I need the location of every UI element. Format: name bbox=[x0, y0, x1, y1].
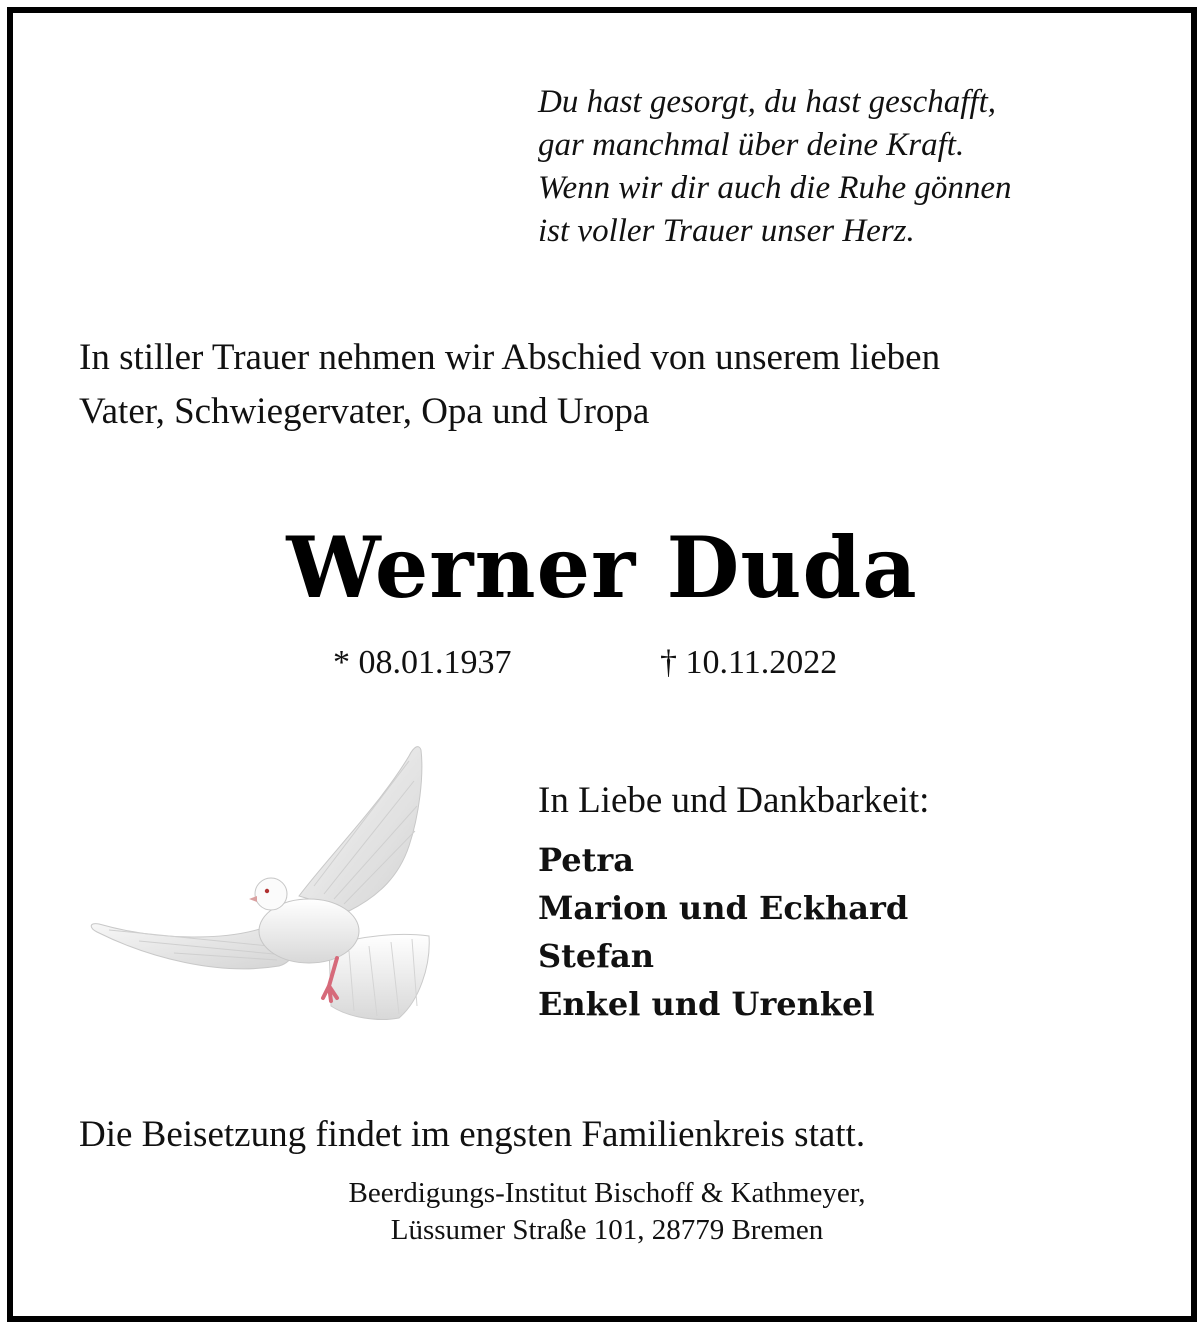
death-date: † 10.11.2022 bbox=[660, 644, 838, 681]
mourner-name: Marion und Eckhard bbox=[538, 889, 909, 927]
mourner-name: Enkel und Urenkel bbox=[538, 985, 875, 1023]
deceased-name: Werner Duda bbox=[286, 518, 918, 617]
poem bbox=[538, 81, 1158, 253]
intro-line: In stiller Trauer nehmen wir Abschied von unserem lieben bbox=[79, 337, 941, 378]
mourner-name: Petra bbox=[538, 841, 634, 879]
mourners-list bbox=[538, 836, 908, 1028]
mourner-name: Stefan bbox=[538, 937, 655, 975]
birth-date: * 08.01.1937 bbox=[333, 644, 512, 681]
undertaker-address: Lüssumer Straße 101, 28779 Bremen bbox=[390, 1214, 824, 1246]
undertaker-name: Beerdigungs-Institut Bischoff & Kathmeyer, bbox=[348, 1177, 866, 1209]
intro-line: Vater, Schwiegervater, Opa und Uropa bbox=[79, 391, 650, 432]
undertaker-info bbox=[7, 1175, 1200, 1249]
burial-note: Die Beisetzung findet im engsten Familienkreis statt. bbox=[79, 1114, 866, 1155]
poem-line: ist voller Trauer unser Herz. bbox=[538, 213, 915, 249]
poem-line: gar manchmal über deine Kraft. bbox=[538, 127, 965, 163]
poem-line: Wenn wir dir auch die Ruhe gönnen bbox=[538, 170, 1012, 206]
poem-line: Du hast gesorgt, du hast geschafft, bbox=[538, 84, 997, 120]
thanks-heading: In Liebe und Dankbarkeit: bbox=[538, 780, 930, 821]
intro-text bbox=[79, 331, 1159, 439]
dove-image bbox=[79, 736, 449, 1031]
obituary-frame bbox=[7, 7, 1197, 1322]
